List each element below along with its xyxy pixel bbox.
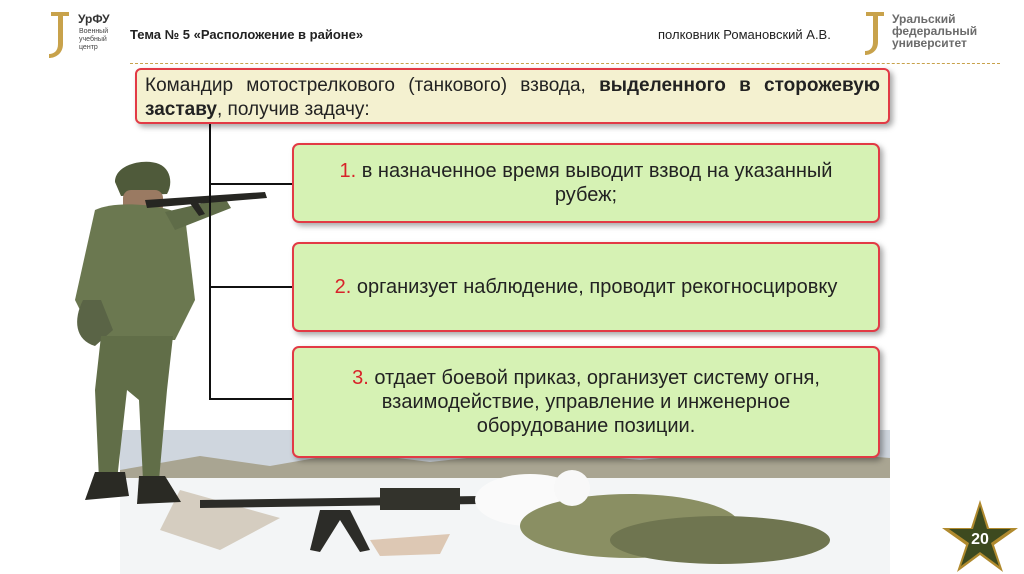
logo-right-line: университет [892,36,967,50]
task-intro-bold: выделенного в сторожевую заставу [145,75,880,120]
author-name: полковник Романовский А.В. [658,27,831,42]
logo-right-line: Уральский [892,12,956,26]
task-item-1 [292,143,880,223]
logo-right-line: федеральный [892,24,978,38]
item-text: отдает боевой приказ, организует систему огня, взаимодействие, управление и инженерное оборудование позиции. [368,367,820,437]
item-text: в назначенное время выводит взвод на указанный рубеж; [356,160,833,206]
logo-left-sub-line: учебный [79,36,107,43]
item-number: 1. [339,160,357,182]
task-intro-text: Командир мотострелкового (танкового) взвода, [145,75,600,96]
ural-federal-university-logo [862,10,992,58]
ufu-logo-mark-icon [862,10,888,58]
logo-left-name: УрФУ [78,12,110,26]
item-text: организует наблюдение, проводит рекогносцировку [351,276,838,298]
connector-branch-2 [209,286,293,288]
task-intro-end: , получив задачу: [216,99,370,120]
topic-title: Тема № 5 «Расположение в районе» [130,27,364,42]
connector-branch-3 [209,398,293,400]
item-number: 2. [334,276,352,298]
urfu-military-center-logo [45,10,125,62]
connector-vertical [209,124,211,400]
connector-branch-1 [209,183,293,185]
header-divider [130,63,1000,64]
page-number: 20 [971,531,989,548]
slide-header [0,0,1024,70]
task-item-2-text [335,275,838,299]
task-intro-box [135,68,890,124]
task-item-2 [292,242,880,332]
urfu-logo-mark-icon [45,10,75,62]
logo-right-text [892,13,977,49]
logo-left-sub-line: центр [79,44,98,51]
logo-left-sub-line: Военный [79,28,109,35]
logo-left-subtitle [79,28,129,52]
soldier-with-rifle-image [55,150,275,530]
task-item-3 [292,346,880,458]
task-item-3-text [314,366,858,438]
item-number: 3. [352,367,369,389]
task-item-1-text [314,159,858,207]
